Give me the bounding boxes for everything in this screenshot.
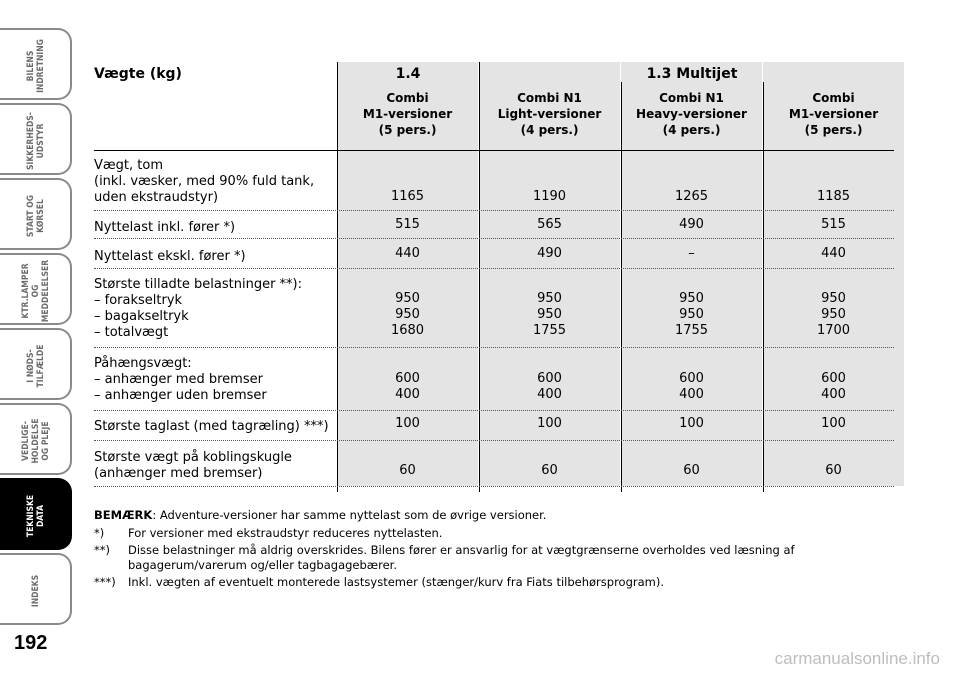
footnote-mark: *) <box>94 526 105 540</box>
table-cell: 490 <box>537 246 562 261</box>
footnotes <box>94 508 894 592</box>
note-lead-bold: BEMÆRK <box>94 508 153 522</box>
tab-vedligeholdelse[interactable] <box>0 403 72 475</box>
watermark: carmanualsonline.info <box>774 649 940 668</box>
table-cell: 60 <box>399 463 416 478</box>
table-cell: 100 <box>821 416 846 431</box>
table-cell: 600 400 <box>679 371 704 402</box>
row-divider <box>94 440 894 441</box>
tab-label: BILENS INDRETNING <box>26 39 46 93</box>
page-number: 192 <box>14 632 48 654</box>
note-lead-text: : Adventure-versioner har samme nyttelast som de øvrige versioner. <box>152 508 547 522</box>
table-cell: 950 950 1700 <box>816 291 851 338</box>
row-label: Påhængsvægt: – anhænger med bremser – anhænger uden bremser <box>94 356 267 403</box>
table-cell: 950 950 1755 <box>532 291 567 338</box>
tab-label: I NØDS- TILFÆLDE <box>26 344 46 388</box>
row-label: Største tilladte belastninger **): – forakseltryk – bagakseltryk – totalvægt <box>94 277 302 340</box>
row-label: Vægt, tom (inkl. væsker, med 90% fuld tank, uden ekstraudstyr) <box>94 158 315 205</box>
tab-label: START OG KØRSEL <box>26 194 46 238</box>
column-header: Combi N1 Heavy-versioner (4 pers.) <box>636 91 747 137</box>
table-cell: 600 400 <box>537 371 562 402</box>
group-header-1: 1.4 <box>395 66 421 82</box>
row-divider <box>94 347 894 348</box>
table-cell: 100 <box>537 416 562 431</box>
tab-label: VEDLIGE- HOLDELSE OG PLEJE <box>21 418 51 464</box>
table-cell: 950 950 1755 <box>674 291 709 338</box>
table-cell: 440 <box>821 246 846 261</box>
table-cell: 950 950 1680 <box>390 291 425 338</box>
tab-label: SIKKERHEDS- UDSTYR <box>26 112 46 170</box>
table-cell: 100 <box>679 416 704 431</box>
column-header: Combi M1-versioner (5 pers.) <box>788 91 879 137</box>
row-label: Største taglast (med tagræling) ***) <box>94 419 329 434</box>
tab-start-og-korsel[interactable] <box>0 178 72 250</box>
group-header-2: 1.3 Multijet <box>646 66 738 82</box>
footnote-mark: **) <box>94 543 110 557</box>
table-cell: 60 <box>541 463 558 478</box>
tab-tekniske-data[interactable] <box>0 478 72 550</box>
column-header: Combi M1-versioner (5 pers.) <box>362 91 453 137</box>
table-title: Vægte (kg) <box>94 66 182 82</box>
footnote <box>94 575 894 590</box>
table-cell: 600 400 <box>395 371 420 402</box>
row-divider <box>94 238 894 239</box>
table-cell: 60 <box>825 463 842 478</box>
table-cell: 1185 <box>816 189 851 204</box>
table-cell: 1190 <box>532 189 567 204</box>
table-cell: 60 <box>683 463 700 478</box>
weights-table <box>94 62 894 492</box>
table-cell: 1165 <box>390 189 425 204</box>
footnote-text: For versioner med ekstraudstyr reduceres nyttelasten. <box>128 526 443 540</box>
table-cell: 515 <box>395 217 420 232</box>
column-header: Combi N1 Light-versioner (4 pers.) <box>497 91 602 137</box>
row-label: Største vægt på koblingskugle (anhænger med bremser) <box>94 450 292 481</box>
header-rule <box>94 150 894 151</box>
tab-ktr-lamper[interactable] <box>0 253 72 325</box>
footnote-text: Disse belastninger må aldrig overskrides. Bilens fører er ansvarlig for at vægtgrænserne overholdes ved læsning af bagagerum/varerum og/eller tagbagagebærer. <box>128 543 795 572</box>
row-divider <box>94 210 894 211</box>
table-cell: 515 <box>821 217 846 232</box>
table-cell: – <box>688 246 695 261</box>
tab-indeks[interactable] <box>0 553 72 625</box>
tab-bilens-indretning[interactable] <box>0 28 72 100</box>
table-cell: 490 <box>679 217 704 232</box>
row-divider <box>94 268 894 269</box>
table-cell: 440 <box>395 246 420 261</box>
table-cell: 1265 <box>674 189 709 204</box>
footnote-text: Inkl. vægten af eventuelt monterede lastsystemer (stænger/kurv fra Fiats tilbehørsprogram). <box>128 575 665 589</box>
table-cell: 600 400 <box>821 371 846 402</box>
tab-i-nodstilfaelde[interactable] <box>0 328 72 400</box>
tab-sikkerhedsudstyr[interactable] <box>0 103 72 175</box>
tab-label: KTR.LAMPER OG MEDDELELSER <box>21 259 51 323</box>
row-label: Nyttelast inkl. fører *) <box>94 220 236 235</box>
table-cell: 100 <box>395 416 420 431</box>
row-divider <box>94 486 894 487</box>
note-lead <box>94 508 894 523</box>
tab-label: TEKNISKE DATA <box>26 494 46 538</box>
row-divider <box>94 410 894 411</box>
footnote <box>94 526 894 541</box>
row-label: Nyttelast ekskl. fører *) <box>94 249 246 264</box>
footnote-mark: ***) <box>94 575 116 589</box>
footnote <box>94 543 894 573</box>
tab-label: INDEKS <box>31 574 41 608</box>
table-cell: 565 <box>537 217 562 232</box>
